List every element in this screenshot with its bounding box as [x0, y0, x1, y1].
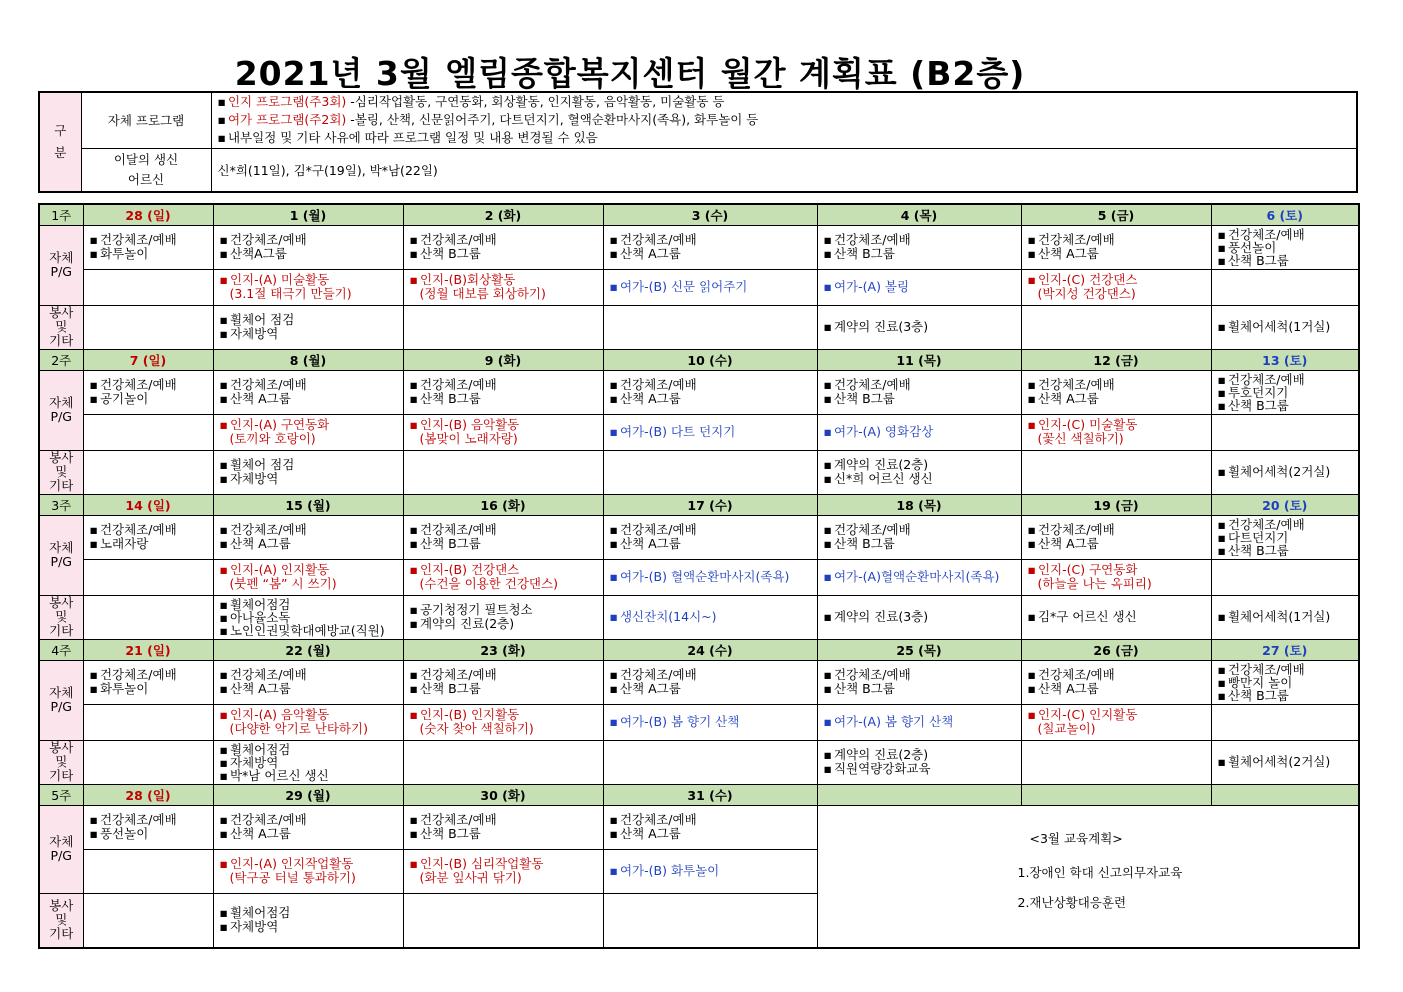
- program-cell: [603, 515, 817, 559]
- service-cell: [1021, 595, 1211, 639]
- program-cell: [603, 805, 817, 849]
- day-header: 26 (금): [1021, 639, 1211, 660]
- schedule-item: ▪ 휠체어점검: [220, 598, 403, 611]
- program-cell: [603, 269, 817, 305]
- service-cell: [603, 595, 817, 639]
- program-row-label: 자체 P/G: [39, 225, 83, 305]
- day-header: 9 (화): [403, 349, 603, 370]
- day-header: 15 (월): [213, 494, 403, 515]
- program-cell: [213, 849, 403, 893]
- schedule-item: ▪ 인지-(C) 구연동화: [1028, 563, 1211, 577]
- program-cell: [817, 414, 1021, 450]
- schedule-item: ▪ 건강체조/예배: [410, 233, 603, 247]
- day-header: 21 (일): [83, 639, 213, 660]
- program-cell: [603, 660, 817, 704]
- schedule-item: ▪ 화투놀이: [90, 682, 213, 696]
- schedule-item: ▪ 건강체조/예배: [1218, 663, 1359, 676]
- program-cell: [817, 515, 1021, 559]
- schedule-item: ▪ 휠체어 점검: [220, 313, 403, 327]
- program-cell: [213, 225, 403, 269]
- schedule-item: ▪ 인지-(B)회상활동: [410, 273, 603, 287]
- program-cell: [817, 559, 1021, 595]
- service-cell: [83, 893, 213, 948]
- schedule-item: ▪ 산책 A그룹: [610, 827, 817, 841]
- schedule-item: ▪ 인지-(B) 인지활동: [410, 708, 603, 722]
- schedule-item: ▪ 건강체조/예배: [610, 523, 817, 537]
- program-cell: [1021, 559, 1211, 595]
- program-cell: [817, 269, 1021, 305]
- program-cell: [213, 515, 403, 559]
- day-header: 23 (화): [403, 639, 603, 660]
- service-cell: [83, 740, 213, 784]
- program-cell: [83, 805, 213, 849]
- schedule-item: ▪ 다트던지기: [1218, 531, 1359, 544]
- schedule-item: ▪ 건강체조/예배: [824, 233, 1021, 247]
- schedule-item: ▪ 산책 B그룹: [1218, 689, 1359, 702]
- program-cell: [1021, 225, 1211, 269]
- schedule-item: ▪ 계약의 진료(3층): [824, 610, 1021, 624]
- schedule-item: ▪ 빵만지 놀이: [1218, 676, 1359, 689]
- schedule-item: ▪ 직원역량강화교육: [824, 762, 1021, 776]
- schedule-item: ▪ 산책 A그룹: [220, 682, 403, 696]
- program-cell: [1211, 225, 1359, 269]
- schedule-item: ▪ 노인인권및학대예방교(직원): [220, 624, 403, 637]
- program-cell: [817, 704, 1021, 740]
- program-cell: [1021, 660, 1211, 704]
- schedule-item: ▪ 노래자랑: [90, 537, 213, 551]
- schedule-item: ▪ 건강체조/예배: [90, 233, 213, 247]
- day-header: 29 (월): [213, 784, 403, 805]
- schedule-item: (칠교놀이): [1037, 721, 1096, 736]
- program-cell: [603, 849, 817, 893]
- program-cell: [403, 269, 603, 305]
- program-cell: [83, 414, 213, 450]
- schedule-item: ▪ 산책 B그룹: [410, 392, 603, 406]
- program-row-label: 자체 P/G: [39, 515, 83, 595]
- education-title: <3월 교육계획>: [1029, 831, 1123, 847]
- schedule-item: ▪ 박*남 어르신 생신: [220, 769, 403, 782]
- service-row-label: 봉사 및 기타: [39, 740, 83, 784]
- week-label: 2주: [39, 349, 83, 370]
- birthday-label: 이달의 생신 어르신: [81, 148, 211, 192]
- schedule-item: ▪ 산책 A그룹: [220, 392, 403, 406]
- schedule-item: ▪ 풍선놀이: [90, 827, 213, 841]
- schedule-item: ▪ 인지-(B) 심리작업활동: [410, 857, 603, 871]
- schedule-item: ▪ 투호던지기: [1218, 386, 1359, 399]
- day-header: [817, 784, 1021, 805]
- program-cell: [403, 660, 603, 704]
- service-row-label: 봉사 및 기타: [39, 305, 83, 349]
- day-header: 17 (수): [603, 494, 817, 515]
- service-cell: [1211, 305, 1359, 349]
- schedule-item: ▪ 인지-(B) 음악활동: [410, 418, 603, 432]
- schedule-item: (다양한 악기로 난타하기): [229, 721, 368, 736]
- day-header: [1211, 784, 1359, 805]
- service-cell: [1021, 740, 1211, 784]
- schedule-item: ▪ 산책 B그룹: [410, 247, 603, 261]
- program-cell: [213, 414, 403, 450]
- schedule-item: ▪ 인지-(C) 인지활동: [1028, 708, 1211, 722]
- schedule-item: ▪ 화투놀이: [90, 247, 213, 261]
- schedule-item: ▪ 여가-(B) 봄 향기 산책: [610, 715, 817, 729]
- schedule-item: ▪ 산책 A그룹: [1028, 247, 1211, 261]
- service-cell: [403, 595, 603, 639]
- service-cell: [817, 595, 1021, 639]
- schedule-item: ▪ 여가-(A) 볼링: [824, 280, 1021, 294]
- service-cell: [403, 450, 603, 494]
- day-header: 12 (금): [1021, 349, 1211, 370]
- program-cell: [603, 225, 817, 269]
- schedule-item: ▪ 인지-(A) 미술활동: [220, 273, 403, 287]
- service-cell: [83, 595, 213, 639]
- program-cell: [83, 269, 213, 305]
- schedule-item: ▪ 계약의 진료(2층): [410, 617, 603, 631]
- day-header: 24 (수): [603, 639, 817, 660]
- day-header: 25 (목): [817, 639, 1021, 660]
- service-cell: [817, 305, 1021, 349]
- schedule-item: ▪ 건강체조/예배: [410, 668, 603, 682]
- schedule-item: ▪ 산책 B그룹: [410, 827, 603, 841]
- program-cell: [403, 515, 603, 559]
- schedule-item: ▪ 건강체조/예배: [610, 813, 817, 827]
- schedule-item: (꽃신 색칠하기): [1037, 431, 1124, 446]
- schedule-item: ▪ 여가-(A)혈액순환마사지(족욕): [824, 570, 1021, 584]
- program-row-label: 자체 P/G: [39, 660, 83, 740]
- service-cell: [83, 450, 213, 494]
- service-cell: [1021, 305, 1211, 349]
- program-cell: [83, 515, 213, 559]
- day-header: 28 (일): [83, 784, 213, 805]
- gubun-label: 구 분: [39, 92, 81, 192]
- day-header: 13 (토): [1211, 349, 1359, 370]
- schedule-item: ▪ 인지-(A) 음악활동: [220, 708, 403, 722]
- program-description: [211, 92, 1357, 148]
- service-cell: [1211, 595, 1359, 639]
- schedule-item: ▪ 휠체어세척(2거실): [1218, 755, 1359, 769]
- program-cell: [83, 370, 213, 414]
- program-cell: [603, 414, 817, 450]
- week-label: 3주: [39, 494, 83, 515]
- schedule-item: ▪ 산책 A그룹: [610, 392, 817, 406]
- schedule-item: (봄맞이 노래자랑): [419, 431, 518, 446]
- program-cell: [213, 370, 403, 414]
- program-cell: [817, 660, 1021, 704]
- schedule-item: ▪ 풍선놀이: [1218, 241, 1359, 254]
- program-cell: [1211, 370, 1359, 414]
- schedule-item: ▪ 산책 A그룹: [610, 537, 817, 551]
- schedule-item: ▪ 자체방역: [220, 756, 403, 769]
- service-cell: [817, 450, 1021, 494]
- schedule-item: ▪ 산책 B그룹: [824, 682, 1021, 696]
- service-cell: [603, 893, 817, 948]
- schedule-item: ▪ 인지-(A) 구연동화: [220, 418, 403, 432]
- schedule-item: ▪ 휠체어세척(1거실): [1218, 610, 1359, 624]
- day-header: 14 (일): [83, 494, 213, 515]
- schedule-item: ▪ 건강체조/예배: [220, 378, 403, 392]
- day-header: 18 (목): [817, 494, 1021, 515]
- page-title: 2021년 3월 엘림종합복지센터 월간 계획표 (B2층): [234, 54, 1026, 93]
- day-header: 5 (금): [1021, 204, 1211, 225]
- schedule-item: ▪ 휠체어 점검: [220, 458, 403, 472]
- schedule-item: ▪ 자체방역: [220, 920, 403, 934]
- program-cell: [83, 704, 213, 740]
- schedule-item: ▪ 건강체조/예배: [1218, 373, 1359, 386]
- program-line: ▪ 내부일정 및 기타 사유에 따라 프로그램 일정 및 내용 변경될 수 있음: [218, 129, 1357, 147]
- program-cell: [213, 269, 403, 305]
- day-header: 19 (금): [1021, 494, 1211, 515]
- schedule-item: (3.1절 태극기 만들기): [229, 286, 352, 301]
- program-cell: [1211, 559, 1359, 595]
- schedule-item: ▪ 건강체조/예배: [824, 378, 1021, 392]
- program-cell: [1021, 515, 1211, 559]
- schedule-item: ▪ 여가-(A) 봄 향기 산책: [824, 715, 1021, 729]
- program-cell: [1211, 414, 1359, 450]
- schedule-item: ▪ 산책 B그룹: [410, 537, 603, 551]
- schedule-item: ▪ 산책 B그룹: [824, 247, 1021, 261]
- day-header: 20 (토): [1211, 494, 1359, 515]
- schedule-item: ▪ 여가-(B) 혈액순환마사지(족욕): [610, 570, 817, 584]
- schedule-item: ▪ 산책 B그룹: [824, 392, 1021, 406]
- program-cell: [403, 805, 603, 849]
- week-label: 4주: [39, 639, 83, 660]
- schedule-item: ▪ 건강체조/예배: [1028, 523, 1211, 537]
- program-cell: [1211, 515, 1359, 559]
- schedule-item: (수건을 이용한 건강댄스): [419, 576, 558, 591]
- service-row-label: 봉사 및 기타: [39, 893, 83, 948]
- schedule-item: ▪ 신*희 어르신 생신: [824, 472, 1021, 486]
- program-cell: [403, 414, 603, 450]
- birthday-value: 신*희(11일), 김*구(19일), 박*남(22일): [211, 148, 1357, 192]
- program-cell: [403, 370, 603, 414]
- schedule-item: ▪ 산책 A그룹: [1028, 392, 1211, 406]
- schedule-item: ▪ 인지-(A) 인지작업활동: [220, 857, 403, 871]
- schedule-item: ▪ 휠체어세척(2거실): [1218, 465, 1359, 479]
- program-cell: [1021, 414, 1211, 450]
- program-cell: [817, 225, 1021, 269]
- program-cell: [817, 370, 1021, 414]
- day-header: 22 (월): [213, 639, 403, 660]
- program-cell: [83, 559, 213, 595]
- schedule-item: ▪ 휠체어점검: [220, 743, 403, 756]
- schedule-item: ▪ 건강체조/예배: [1028, 378, 1211, 392]
- schedule-item: ▪ 인지-(B) 건강댄스: [410, 563, 603, 577]
- schedule-item: (숫자 찾아 색칠하기): [419, 721, 534, 736]
- day-header: 31 (수): [603, 784, 817, 805]
- program-cell: [83, 849, 213, 893]
- schedule-item: ▪ 건강체조/예배: [1028, 233, 1211, 247]
- day-header: 8 (월): [213, 349, 403, 370]
- week-label: 5주: [39, 784, 83, 805]
- program-cell: [213, 704, 403, 740]
- schedule-item: ▪ 건강체조/예배: [90, 813, 213, 827]
- schedule-item: ▪ 산책 A그룹: [1028, 537, 1211, 551]
- program-cell: [1211, 660, 1359, 704]
- schedule-item: ▪ 인지-(C) 건강댄스: [1028, 273, 1211, 287]
- service-cell: [403, 893, 603, 948]
- service-cell: [1211, 450, 1359, 494]
- service-row-label: 봉사 및 기타: [39, 595, 83, 639]
- calendar-table: [38, 203, 1360, 949]
- program-cell: [213, 559, 403, 595]
- schedule-item: ▪ 계약의 진료(2층): [824, 748, 1021, 762]
- service-cell: [213, 305, 403, 349]
- day-header: 2 (화): [403, 204, 603, 225]
- program-cell: [403, 849, 603, 893]
- schedule-item: ▪ 건강체조/예배: [90, 378, 213, 392]
- day-header: 4 (목): [817, 204, 1021, 225]
- program-cell: [403, 559, 603, 595]
- schedule-item: ▪ 여가-(B) 신문 읽어주기: [610, 280, 817, 294]
- schedule-item: ▪ 휠체어세척(1거실): [1218, 320, 1359, 334]
- program-line: ▪ 여가 프로그램(주2회) -볼링, 산책, 신문읽어주기, 다트던지기, 혈액순환마사지(족욕), 화투놀이 등: [218, 111, 1357, 129]
- program-line: ▪ 인지 프로그램(주3회) -심리작업활동, 구연동화, 회상활동, 인지활동, 음악활동, 미술활동 등: [218, 93, 1357, 111]
- schedule-item: (탁구공 터널 통과하기): [229, 870, 356, 885]
- schedule-item: ▪ 건강체조/예배: [610, 378, 817, 392]
- schedule-item: ▪ 건강체조/예배: [824, 668, 1021, 682]
- schedule-item: ▪ 자체방역: [220, 327, 403, 341]
- program-cell: [1211, 704, 1359, 740]
- schedule-item: (하늘을 나는 옥피리): [1037, 576, 1152, 591]
- info-table: [38, 91, 1358, 193]
- schedule-item: (붓펜 “봄” 시 쓰기): [229, 576, 337, 591]
- program-cell: [403, 225, 603, 269]
- schedule-item: ▪ 산책 A그룹: [220, 827, 403, 841]
- schedule-item: ▪ 여가-(A) 영화감상: [824, 425, 1021, 439]
- program-row-label: 자체 P/G: [39, 805, 83, 893]
- program-cell: [1021, 370, 1211, 414]
- schedule-item: ▪ 건강체조/예배: [1218, 518, 1359, 531]
- program-cell: [83, 225, 213, 269]
- service-cell: [603, 450, 817, 494]
- day-header: [1021, 784, 1211, 805]
- program-cell: [213, 660, 403, 704]
- schedule-item: ▪ 건강체조/예배: [824, 523, 1021, 537]
- service-cell: [213, 450, 403, 494]
- service-cell: [603, 740, 817, 784]
- schedule-item: ▪ 건강체조/예배: [220, 523, 403, 537]
- education-item: 1.장애인 학대 신고의무자교육: [1017, 865, 1183, 881]
- service-cell: [213, 740, 403, 784]
- program-cell: [213, 805, 403, 849]
- service-cell: [213, 893, 403, 948]
- education-item: 2.재난상황대응훈련: [1017, 895, 1127, 911]
- service-cell: [403, 740, 603, 784]
- service-cell: [403, 305, 603, 349]
- schedule-item: ▪ 건강체조/예배: [1218, 228, 1359, 241]
- schedule-item: ▪ 휠체어점검: [220, 906, 403, 920]
- schedule-item: ▪ 생신잔치(14시~): [610, 610, 817, 624]
- program-label: 자체 프로그램: [81, 92, 211, 148]
- schedule-item: ▪ 계약의 진료(2층): [824, 458, 1021, 472]
- day-header: 11 (목): [817, 349, 1021, 370]
- program-cell: [603, 559, 817, 595]
- schedule-item: ▪ 건강체조/예배: [90, 523, 213, 537]
- schedule-item: ▪ 산책 B그룹: [1218, 544, 1359, 557]
- schedule-item: ▪ 산책 B그룹: [1218, 254, 1359, 267]
- schedule-item: ▪ 여가-(B) 화투놀이: [610, 864, 817, 878]
- day-header: 6 (토): [1211, 204, 1359, 225]
- week-label: 1주: [39, 204, 83, 225]
- program-cell: [403, 704, 603, 740]
- day-header: 3 (수): [603, 204, 817, 225]
- schedule-item: ▪ 산책 A그룹: [220, 537, 403, 551]
- schedule-item: ▪ 건강체조/예배: [90, 668, 213, 682]
- day-header: 30 (화): [403, 784, 603, 805]
- program-cell: [1021, 269, 1211, 305]
- schedule-item: ▪ 아나율소독: [220, 611, 403, 624]
- schedule-item: ▪ 건강체조/예배: [1028, 668, 1211, 682]
- schedule-item: ▪ 자체방역: [220, 472, 403, 486]
- schedule-item: (정월 대보름 회상하기): [419, 286, 546, 301]
- schedule-item: ▪ 건강체조/예배: [220, 813, 403, 827]
- schedule-item: ▪ 건강체조/예배: [410, 378, 603, 392]
- schedule-item: ▪ 건강체조/예배: [220, 233, 403, 247]
- schedule-item: ▪ 산책 A그룹: [1028, 682, 1211, 696]
- day-header: 27 (토): [1211, 639, 1359, 660]
- service-cell: [213, 595, 403, 639]
- schedule-item: ▪ 계약의 진료(3층): [824, 320, 1021, 334]
- schedule-item: ▪ 산책A그룹: [220, 247, 403, 261]
- day-header: 16 (화): [403, 494, 603, 515]
- day-header: 28 (일): [83, 204, 213, 225]
- service-row-label: 봉사 및 기타: [39, 450, 83, 494]
- schedule-item: ▪ 공기청정기 필트청소: [410, 603, 603, 617]
- day-header: 7 (일): [83, 349, 213, 370]
- education-plan: [817, 805, 1359, 948]
- schedule-item: ▪ 건강체조/예배: [410, 813, 603, 827]
- program-cell: [1211, 269, 1359, 305]
- schedule-item: ▪ 산책 B그룹: [1218, 399, 1359, 412]
- schedule-item: ▪ 공기놀이: [90, 392, 213, 406]
- day-header: 1 (월): [213, 204, 403, 225]
- schedule-item: ▪ 산책 A그룹: [610, 247, 817, 261]
- service-cell: [83, 305, 213, 349]
- schedule-item: ▪ 산책 B그룹: [824, 537, 1021, 551]
- schedule-item: ▪ 건강체조/예배: [220, 668, 403, 682]
- schedule-item: ▪ 산책 A그룹: [610, 682, 817, 696]
- schedule-item: ▪ 산책 B그룹: [410, 682, 603, 696]
- schedule-item: ▪ 여가-(B) 다트 던지기: [610, 425, 817, 439]
- schedule-item: ▪ 건강체조/예배: [610, 668, 817, 682]
- schedule-item: ▪ 김*구 어르신 생신: [1028, 610, 1211, 624]
- program-cell: [83, 660, 213, 704]
- service-cell: [1021, 450, 1211, 494]
- schedule-item: ▪ 인지-(A) 인지활동: [220, 563, 403, 577]
- day-header: 10 (수): [603, 349, 817, 370]
- service-cell: [817, 740, 1021, 784]
- schedule-item: (화분 잎사귀 닦기): [419, 870, 522, 885]
- program-cell: [603, 704, 817, 740]
- schedule-item: (박지성 건강댄스): [1037, 286, 1136, 301]
- service-cell: [1211, 740, 1359, 784]
- program-row-label: 자체 P/G: [39, 370, 83, 450]
- schedule-item: ▪ 건강체조/예배: [610, 233, 817, 247]
- schedule-item: ▪ 건강체조/예배: [410, 523, 603, 537]
- program-cell: [1021, 704, 1211, 740]
- service-cell: [603, 305, 817, 349]
- schedule-item: (토끼와 호랑이): [229, 431, 316, 446]
- schedule-item: ▪ 인지-(C) 미술활동: [1028, 418, 1211, 432]
- program-cell: [603, 370, 817, 414]
